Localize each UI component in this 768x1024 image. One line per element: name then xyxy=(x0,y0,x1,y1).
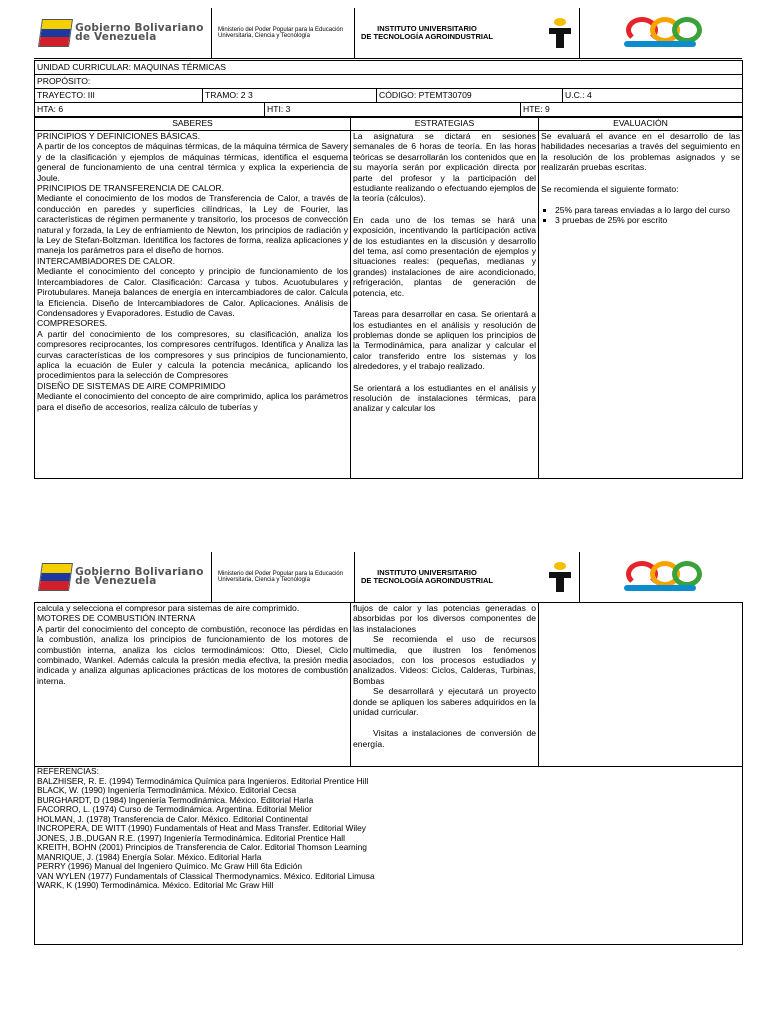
topic-text: Mediante el conocimiento del concepto y principio de funcionamiento de los Intercambiadores de Calor. Clasificación: Carcasa y tubos. Acuotubulares y Pirotubulares. Maneja balances de energía en intercambiadores de calor. Calcula la Eficiencia. Diseño de Intercambiadores de Calor. Aplicaciones. Análisis de Condensadores y Evaporadores. Estudio de Cavas. xyxy=(37,266,348,318)
venezuela-flag-icon xyxy=(38,563,73,591)
strategy-text: Visitas a instalaciones de conversión de energía. xyxy=(353,728,536,749)
evaluation-item: ▪ 3 pruebas de 25% por escrito xyxy=(555,215,740,225)
reference-item: BURGHARDT, D (1984) Ingeniería Termodinámica. México. Editorial Harla xyxy=(37,794,314,805)
reference-item: WARK, K (1990) Termodinámica. México. Editorial Mc Graw Hill xyxy=(37,880,274,890)
reference-item: BLACK, W. (1990) Ingeniería Termodinámica. México. Editorial Cecsa xyxy=(37,785,297,795)
evaluacion-cell xyxy=(539,131,743,479)
course-info-table xyxy=(34,60,743,117)
evaluation-text: Se evaluará el avance en el desarrollo de las habilidades necesarias a través del seguimiento en la resolución de los problemas asignados y se realizarán pruebas escritas. xyxy=(541,131,740,173)
tramo: TRAMO: 2 3 xyxy=(203,89,377,103)
topic-title: PRINCIPIOS Y DEFINICIONES BÁSICAS. xyxy=(37,131,201,141)
juventud-logo-icon xyxy=(616,557,706,597)
iuta-logo-icon xyxy=(547,18,573,48)
reference-item: MANRIQUE, J. (1984) Energía Solar. México. Editorial Harla xyxy=(37,851,262,862)
proposito: PROPÓSITO: xyxy=(35,75,743,89)
topic-title: PRINCIPIOS DE TRANSFERENCIA DE CALOR. xyxy=(37,183,225,194)
topic-title: DISEÑO DE SISTEMAS DE AIRE COMPRIMIDO xyxy=(37,380,226,391)
unidad-curricular: UNIDAD CURRICULAR: MAQUINAS TÉRMICAS xyxy=(35,61,743,75)
topic-text: Mediante el conocimiento del concepto de aire comprimido, aplica los parámetros para el diseño de accesorios, realiza cálculo de tuberías y xyxy=(37,391,348,412)
instituto-name: INSTITUTO UNIVERSITARIO DE TECNOLOGÍA AGROINDUSTRIAL xyxy=(361,568,493,585)
evaluation-format: Se recomienda el siguiente formato: xyxy=(541,183,679,194)
referencias-cell xyxy=(35,767,743,945)
trayecto: TRAYECTO: III xyxy=(35,89,203,103)
strategy-text: La asignatura se dictará en sesiones semanales de 6 horas de teoría. En las horas teóricas se desarrollarán los contenidos que en su mayoría serán por explicación directa por parte del profesor y la participación del estudiante realizando o efectuando ejemplos de la teoría (cálculos). xyxy=(353,131,536,204)
reference-item: VAN WYLEN (1977) Fundamentals of Classical Thermodynamics. México. Editorial Limusa xyxy=(37,870,375,881)
evaluacion-header: EVALUACIÓN xyxy=(539,118,743,131)
strategy-text: En cada uno de los temas se hará una exposición, incentivando la participación activa de los estudiantes en la discusión y desarrollo del tema, así como presentación de ejemplos y situaciones reales: (pequeñas, medianas y grandes) instalaciones de aire acondicionado, refrigeración, plantas de generación de potencia, etc. xyxy=(353,214,536,298)
reference-item: FACORRO, L. (1974) Curso de Termodinámica. Argentina. Editorial Melior xyxy=(37,804,312,814)
gobierno-logo xyxy=(34,8,212,58)
estrategias-cell xyxy=(351,131,539,479)
saberes-header: SABERES xyxy=(35,118,351,131)
content-table-page1 xyxy=(34,117,743,479)
reference-item: INCROPERA, DE WITT (1990) Fundamentals of Heat and Mass Transfer. Editorial Wiley xyxy=(37,823,366,833)
topic-title: MOTORES DE COMBUSTIÓN INTERNA xyxy=(37,613,196,624)
strategy-text: Se recomienda el uso de recursos multimedia, que ilustren los fenómenos asociados, con los procesos estudiados y analizados. Videos: Ciclos, Calderas, Turbinas, Bombas xyxy=(353,634,536,686)
reference-item: BALZHISER, R. E. (1994) Termodinámica Química para Ingenieros. Editorial Prentice Hill xyxy=(37,775,369,786)
juventud-logo xyxy=(580,8,742,58)
estrategias-cell xyxy=(351,603,539,767)
content-table-page2 xyxy=(34,602,743,945)
strategy-text: Se orientará a los estudiantes en el análisis y resolución de instalaciones térmicas, para analizar y calcular los xyxy=(353,382,536,414)
unidades-credito: U.C.: 4 xyxy=(563,89,743,103)
strategy-text: Tareas para desarrollar en casa. Se orientará a los estudiantes en el análisis y resolución de problemas donde se apliquen los principios de la Termodinámica, para analizar y calcular el calor transferido entre los sistemas y los alrededores, y el trabajo realizado. xyxy=(353,309,536,372)
topic-title: COMPRESORES. xyxy=(37,318,108,329)
gobierno-text: Gobierno Bolivariano de Venezuela xyxy=(75,566,204,587)
strategy-text: Se desarrollará y ejecutará un proyecto donde se apliquen los saberes adquiridos en la unidad curricular. xyxy=(353,686,536,718)
page1-banner xyxy=(34,8,742,59)
topic-title: INTERCAMBIADORES DE CALOR. xyxy=(37,255,175,266)
saberes-cell xyxy=(35,131,351,479)
topic-text: A partir del conocimiento de los compresores, su clasificación, analiza los compresores reciprocantes, los compresores centrífugos. Identifica y Analiza las curvas características de los compresores y sus principios de funcionamiento, aplica la ecuación de Euler y calcula la potencia mecánica, aplicando los procedimientos para la selección de Compresores xyxy=(37,328,348,381)
venezuela-flag-icon xyxy=(38,19,73,47)
iuta-logo-icon xyxy=(547,562,573,592)
reference-item: JONES, J.B.,DUGAN R.E. (1997) Ingeniería Termodinámica. Editorial Prentice Hall xyxy=(37,832,345,843)
juventud-logo xyxy=(580,552,742,602)
hte: HTE: 9 xyxy=(521,103,743,117)
reference-item: KREITH, BOHN (2001) Principios de Transferencia de Calor. Editorial Thomson Learning xyxy=(37,842,367,852)
saberes-cell xyxy=(35,603,351,767)
referencias-title: REFERENCIAS: xyxy=(37,766,99,776)
page2-banner xyxy=(34,552,742,603)
ministerio-text: Ministerio del Poder Popular para la Educación Universitaria, Ciencia y Tecnología xyxy=(212,552,355,602)
evaluation-item: ▪ 25% para tareas enviadas a lo largo del curso xyxy=(555,205,740,215)
topic-text: A partir de los conceptos de máquinas térmicas, de la máquina térmica de Savery y de la clasificación y ejemplos de máquinas térmicas, identifica el esquema general de funcionamiento de una central térmica y explica la experiencia de Joule. xyxy=(37,141,348,183)
gobierno-logo xyxy=(34,552,212,602)
topic-text: calcula y selecciona el compresor para sistemas de aire comprimido. xyxy=(37,603,300,613)
page2 xyxy=(34,602,742,945)
gobierno-text: Gobierno Bolivariano de Venezuela xyxy=(75,22,204,43)
evaluation-list xyxy=(541,205,740,226)
codigo: CÓDIGO: PTEMT30709 xyxy=(377,89,563,103)
estrategias-header: ESTRATEGIAS xyxy=(351,118,539,131)
strategy-text: flujos de calor y las potencias generadas o absorbidas por los diversos componentes de las instalaciones xyxy=(353,603,536,634)
evaluacion-cell xyxy=(539,603,743,767)
hta: HTA: 6 xyxy=(35,103,265,117)
reference-item: PERRY (1996) Manual del Ingeniero Químico. Mc Graw Hill 6ta Edición xyxy=(37,861,303,871)
instituto-name: INSTITUTO UNIVERSITARIO DE TECNOLOGÍA AGROINDUSTRIAL xyxy=(361,24,493,41)
juventud-logo-icon xyxy=(616,13,706,53)
topic-text: Mediante el conocimiento de los modos de Transferencia de Calor, a través de conducción en paredes y superficies cilíndricas, la Ley de Fourier, las características de régimen permanente y transitorio, los procesos de convección natural y forzada, la Ley de enfriamiento de Newton, los principios de radiación y la Ley de Stefan-Boltzman. Identifica los factores de forma, realiza aplicaciones y maneja los parámetros para el diseño de hornos. xyxy=(37,193,348,256)
page1 xyxy=(34,60,742,479)
ministerio-text: Ministerio del Poder Popular para la Educación Universitaria, Ciencia y Tecnología xyxy=(212,8,355,58)
reference-item: HOLMAN, J. (1978) Transferencia de Calor. México. Editorial Continental xyxy=(37,813,308,824)
instituto-block xyxy=(355,8,580,58)
instituto-block xyxy=(355,552,580,602)
topic-text: A partir del conocimiento del concepto de combustión, reconoce las pérdidas en la combustión, analiza los principios de funcionamiento de los motores de combustión interna, analiza los ciclos termodinámicos: Otto, Diesel, Ciclo combinado, Wankel. Además calcula la presión media efectiva, la presión media indicada y analiza algunas aplicaciones prácticas de los motores de combustión interna. xyxy=(37,623,348,686)
hti: HTI: 3 xyxy=(265,103,521,117)
